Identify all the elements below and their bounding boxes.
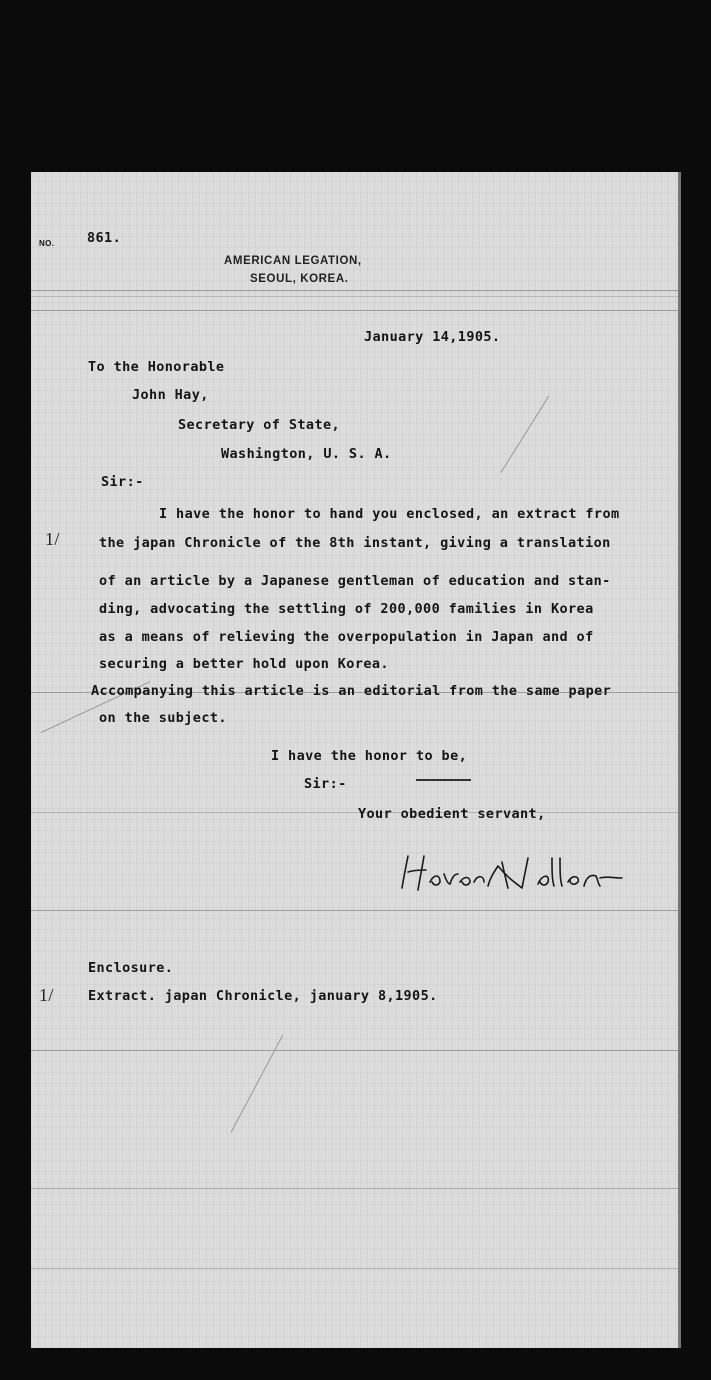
body-line: I have the honor to hand you enclosed, an extract from <box>159 506 620 522</box>
body-line: of an article by a Japanese gentleman of education and stan- <box>99 573 611 589</box>
address-to: To the Honorable <box>88 359 225 375</box>
greeting: Sir:- <box>101 474 144 490</box>
closing-servant: Your obedient servant, <box>358 806 546 822</box>
address-name: John Hay, <box>132 387 209 403</box>
letter-date: January 14,1905. <box>364 329 501 345</box>
number-label: NO. <box>39 239 55 248</box>
letter-page <box>31 172 681 1348</box>
body-line: on the subject. <box>99 710 227 726</box>
body-line: securing a better hold upon Korea. <box>99 656 389 672</box>
body-line: ding, advocating the settling of 200,000 families in Korea <box>99 601 594 617</box>
address-place: Washington, U. S. A. <box>221 446 392 462</box>
closing-dash <box>416 779 471 781</box>
closing-honor: I have the honor to be, <box>271 748 468 764</box>
margin-mark-enclosure: 1/ <box>39 985 54 1005</box>
letterhead-location: SEOUL, KOREA. <box>250 273 349 285</box>
body-line: the japan Chronicle of the 8th instant, giving a translation <box>99 535 611 551</box>
body-line: Accompanying this article is an editorial from the same paper <box>91 683 612 699</box>
letter-number: 861. <box>87 230 122 246</box>
address-title: Secretary of State, <box>178 417 341 433</box>
body-line: as a means of relieving the overpopulation in Japan and of <box>99 629 594 645</box>
margin-mark-body: 1/ <box>45 529 60 549</box>
handwritten-signature <box>394 848 644 898</box>
letterhead-legation: AMERICAN LEGATION, <box>224 255 362 267</box>
enclosure-item: Extract. japan Chronicle, january 8,1905. <box>88 988 438 1004</box>
enclosure-heading: Enclosure. <box>88 960 174 976</box>
closing-sir: Sir:- <box>304 776 347 792</box>
